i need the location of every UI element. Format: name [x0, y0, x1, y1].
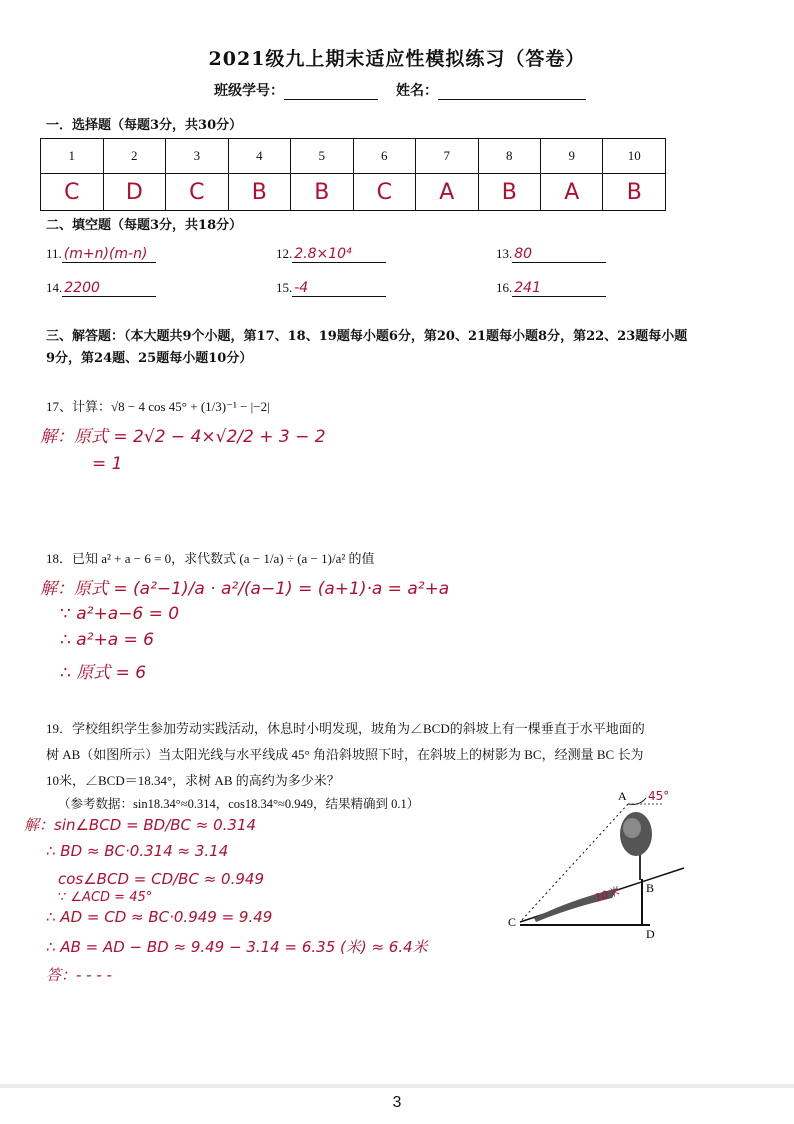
mc-answer-cell: B — [603, 174, 666, 211]
q17-work-line2: = 1 — [92, 454, 123, 474]
q18-work-line2: ∵ a²+a−6 = 0 — [60, 604, 180, 624]
fill-answer: 241 — [512, 280, 606, 297]
point-c-label: C — [508, 915, 517, 929]
mc-answer-cell: A — [541, 174, 603, 211]
tree-crown-highlight — [623, 818, 641, 838]
angle-45-label: 45° — [648, 789, 670, 803]
q18-work-line4: ∴ 原式 = 6 — [60, 663, 147, 683]
q18-work-line3: ∴ a²+a = 6 — [60, 630, 154, 650]
page-title: 2021级九上期末适应性模拟练习（答卷） — [208, 48, 586, 70]
student-name-label: 姓名： — [396, 83, 438, 99]
mc-number-cell: 1 — [41, 139, 104, 174]
page-number: 3 — [392, 1094, 402, 1111]
mc-answer-cell: C — [353, 174, 416, 211]
point-a-label: A — [618, 789, 627, 803]
mc-answer-cell: B — [478, 174, 540, 211]
student-name-field — [396, 80, 586, 100]
q19-work-line4: ∵ ∠ACD = 45° — [58, 890, 153, 905]
fill-item-number: 11. — [46, 246, 62, 261]
fill-item-number: 16. — [496, 280, 513, 295]
section1-heading: 一．选择题（每题3分，共30分） — [46, 118, 243, 133]
class-id-label: 班级学号： — [214, 83, 284, 99]
mc-answer-cell: D — [103, 174, 166, 211]
q19-work-line7: 答：- - - - — [46, 966, 112, 984]
fill-item-number: 13. — [496, 246, 513, 261]
mc-number-cell: 10 — [603, 139, 666, 174]
q18-prompt: 18．已知 a² + a − 6 = 0，求代数式 (a − 1/a) ÷ (a − 1)/a² 的值 — [46, 551, 375, 566]
q19-work-line3: cos∠BCD = CD/BC ≈ 0.949 — [58, 870, 264, 888]
q17-work-line1: 解：原式 = 2√2 − 4×√2/2 + 3 − 2 — [40, 427, 326, 447]
mc-answer-cell: A — [416, 174, 478, 211]
bc-length-mark: 10米 — [592, 884, 621, 905]
fill-item-12 — [276, 246, 386, 263]
mc-number-cell: 2 — [103, 139, 166, 174]
q19-prompt-line3: 10米，∠BCD＝18.34°，求树 AB 的高约为多少米？ — [46, 773, 340, 788]
angle-arc — [628, 798, 646, 804]
section2-heading: 二、填空题（每题3分，共18分） — [46, 218, 243, 233]
mc-answer-cell: B — [291, 174, 353, 211]
section3-heading — [46, 326, 756, 370]
q19-work-line5: ∴ AD = CD ≈ BC·0.949 = 9.49 — [46, 908, 273, 926]
multiple-choice-table — [40, 138, 666, 211]
mc-number-cell: 3 — [166, 139, 229, 174]
fill-answer: 2.8×10⁴ — [292, 246, 386, 263]
fill-answer: 80 — [512, 246, 606, 263]
q19-work-line6: ∴ AB = AD − BD ≈ 9.49 − 3.14 = 6.35 (米) ≈ 6.4米 — [46, 938, 428, 956]
fill-item-number: 14. — [46, 280, 63, 295]
q19-reference-data: （参考数据：sin18.34°≈0.314，cos18.34°≈0.949，结果精确到 0.1） — [58, 797, 420, 811]
mc-number-cell: 9 — [541, 139, 603, 174]
fill-answer: 2200 — [62, 280, 156, 297]
q19-prompt-line1: 19．学校组织学生参加劳动实践活动，休息时小明发现，坡角为∠BCD的斜坡上有一棵垂直于水平地面的 — [46, 721, 645, 736]
q18-work-line1: 解：原式 = (a²−1)/a · a²/(a−1) = (a+1)·a = a²+a — [40, 579, 450, 599]
q19-work-line1: 解：sin∠BCD = BD/BC ≈ 0.314 — [24, 816, 257, 834]
fill-answer: -4 — [292, 280, 386, 297]
mc-answer-cell: C — [166, 174, 229, 211]
q19-work-line2: ∴ BD ≈ BC·0.314 ≈ 3.14 — [46, 842, 229, 860]
mc-answer-cell: C — [41, 174, 104, 211]
mc-number-cell: 8 — [478, 139, 540, 174]
mc-number-cell: 4 — [228, 139, 290, 174]
mc-answer-cell: B — [228, 174, 290, 211]
q19-prompt-line2: 树 AB（如图所示）当太阳光线与水平线成 45° 角沿斜坡照下时，在斜坡上的树影为 BC，经测量 BC 长为 — [46, 747, 644, 762]
mc-answer-row — [41, 174, 666, 211]
fill-item-15 — [276, 280, 386, 297]
section3-heading-line2: 9分，第24题、25题每小题10分） — [46, 351, 253, 366]
student-name-blank — [438, 85, 586, 100]
section3-heading-line1: 三、解答题：（本大题共9个小题，第17、18、19题每小题6分，第20、21题每小题8分，第22、23题每小题 — [46, 329, 688, 344]
fill-item-14 — [46, 280, 156, 297]
fill-item-16 — [496, 280, 606, 297]
mc-number-cell: 5 — [291, 139, 353, 174]
fill-item-number: 15. — [276, 280, 293, 295]
mc-number-cell: 7 — [416, 139, 478, 174]
tree-slope-figure — [500, 782, 700, 942]
fill-item-11 — [46, 246, 156, 263]
mc-number-cell: 6 — [353, 139, 416, 174]
scan-edge — [0, 1084, 794, 1088]
class-id-field — [214, 80, 378, 100]
class-id-blank — [284, 85, 378, 100]
fill-item-13 — [496, 246, 606, 263]
point-b-label: B — [646, 881, 655, 895]
fill-item-number: 12. — [276, 246, 293, 261]
fill-answer: (m+n)(m-n) — [62, 246, 156, 263]
q17-prompt: 17、计算：√8 − 4 cos 45° + (1/3)⁻¹ − |−2| — [46, 399, 270, 414]
point-d-label: D — [646, 927, 655, 941]
mc-number-row — [41, 139, 666, 174]
